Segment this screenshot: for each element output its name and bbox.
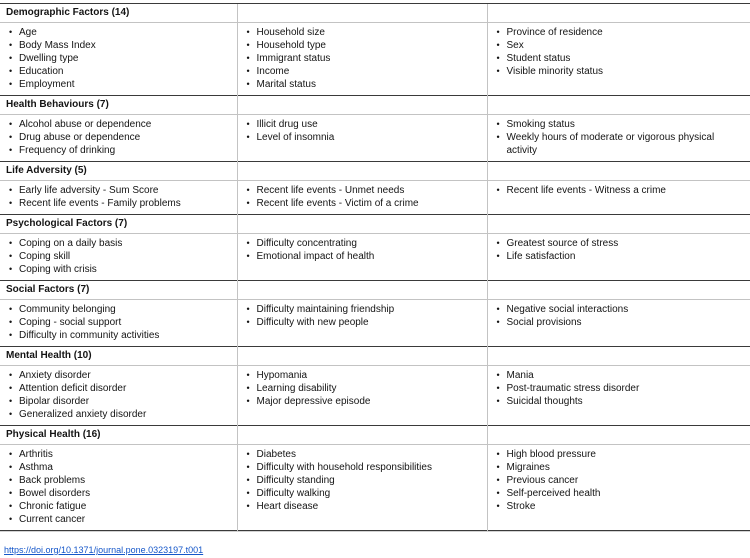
bullet-icon: • [9,251,13,261]
factor-item-label: Emotional impact of health [256,251,375,262]
bullet-icon: • [496,462,500,472]
section-header-row [0,4,750,23]
factor-item [244,474,481,487]
factor-list-cell [487,115,750,162]
factor-item [494,131,745,157]
factor-list-cell [237,300,487,347]
section-header-row [0,347,750,366]
section-header-empty-cell [487,347,750,366]
bullet-icon: • [246,66,250,76]
factor-item-label: Illicit drug use [256,119,318,130]
factor-item [494,369,745,382]
section-content-row [0,115,750,162]
factor-item [6,474,231,487]
bullet-icon: • [9,409,13,419]
factor-item-label: Difficulty with household responsibilities [256,462,432,473]
factor-list-cell [237,115,487,162]
factor-item [244,487,481,500]
section-header-row [0,96,750,115]
factor-item-label: Coping - social support [19,317,122,328]
factor-item [494,500,745,513]
bullet-icon: • [246,501,250,511]
factor-item [6,118,231,131]
bullet-icon: • [496,475,500,485]
bullet-icon: • [246,383,250,393]
factor-item-label: Frequency of drinking [19,145,116,156]
factor-item-label: Education [19,66,64,77]
factor-list-cell [0,23,237,96]
factor-item-label: Diabetes [256,449,296,460]
factors-table-body [0,4,750,531]
factor-item-label: Difficulty concentrating [256,238,357,249]
factor-list-cell [0,234,237,281]
factor-item-label: Immigrant status [256,53,331,64]
bullet-icon: • [9,330,13,340]
factor-item-label: Recent life events - Victim of a crime [256,198,419,209]
factor-item-label: Asthma [19,462,53,473]
factor-item-label: Difficulty with new people [256,317,369,328]
factor-item-label: Chronic fatigue [19,501,87,512]
factor-item [244,316,481,329]
factor-item [244,395,481,408]
factor-item-label: Learning disability [256,383,337,394]
factor-item [244,52,481,65]
factor-item-label: Recent life events - Family problems [19,198,181,209]
section-header-empty-cell [237,426,487,445]
factor-item-label: Social provisions [506,317,582,328]
bullet-icon: • [246,251,250,261]
factor-item [494,448,745,461]
factor-item-label: Negative social interactions [506,304,629,315]
factor-item [6,448,231,461]
bullet-icon: • [496,66,500,76]
section-header-row [0,426,750,445]
bullet-icon: • [496,501,500,511]
factor-item-label: Stroke [506,501,536,512]
section-title: Mental Health (10) [6,350,92,361]
factor-item [244,184,481,197]
factor-list-cell [0,181,237,215]
section-header-empty-cell [237,215,487,234]
bullet-icon: • [9,501,13,511]
bullet-icon: • [496,317,500,327]
factor-item-label: Generalized anxiety disorder [19,409,147,420]
factor-item-label: Life satisfaction [506,251,576,262]
factor-item [244,448,481,461]
bullet-icon: • [9,119,13,129]
factor-item-label: Migraines [506,462,550,473]
section-content-row [0,445,750,531]
bullet-icon: • [9,27,13,37]
factor-item [494,184,745,197]
bullet-icon: • [9,396,13,406]
bullet-icon: • [496,132,500,142]
factor-item-label: Age [19,27,37,38]
factor-item [244,237,481,250]
factor-item-label: Visible minority status [506,66,604,77]
factor-item-label: Difficulty walking [256,488,331,499]
factor-item [6,78,231,91]
section-title: Physical Health (16) [6,429,101,440]
section-header-empty-cell [237,96,487,115]
factor-item [494,487,745,500]
bullet-icon: • [9,462,13,472]
bullet-icon: • [496,40,500,50]
factor-item-label: Recent life events - Unmet needs [256,185,405,196]
factor-list-cell [487,181,750,215]
factor-item [244,26,481,39]
factor-item-label: Employment [19,79,75,90]
factor-list-cell [237,445,487,531]
factor-item-label: Weekly hours of moderate or vigorous physical activity [506,132,715,156]
factor-list-cell [0,300,237,347]
factor-list-cell [0,115,237,162]
factor-item [494,382,745,395]
factor-item [6,52,231,65]
factor-item [6,408,231,421]
factor-item [6,329,231,342]
bullet-icon: • [496,185,500,195]
bullet-icon: • [9,53,13,63]
bullet-icon: • [9,449,13,459]
factor-item [6,487,231,500]
section-header-row [0,281,750,300]
factors-table [0,3,750,531]
section-title: Demographic Factors (14) [6,7,130,18]
bullet-icon: • [496,383,500,393]
section-content-row [0,366,750,426]
factor-item-label: Level of insomnia [256,132,335,143]
factor-item [6,39,231,52]
section-header-empty-cell [237,4,487,23]
doi-link[interactable]: https://doi.org/10.1371/journal.pone.0323197.t001 [4,545,204,555]
bullet-icon: • [246,317,250,327]
factor-list-cell [237,234,487,281]
bullet-icon: • [9,304,13,314]
factor-item-label: Bipolar disorder [19,396,90,407]
factor-item [6,263,231,276]
table-footer [0,531,750,558]
bullet-icon: • [246,238,250,248]
section-header-empty-cell [237,162,487,181]
factor-list-cell [237,366,487,426]
factor-item [6,513,231,526]
factor-item-label: Bowel disorders [19,488,91,499]
bullet-icon: • [246,185,250,195]
section-header-empty-cell [487,281,750,300]
bullet-icon: • [246,40,250,50]
factor-item [6,500,231,513]
factor-item [244,118,481,131]
bullet-icon: • [496,53,500,63]
bullet-icon: • [9,185,13,195]
section-title: Life Adversity (5) [6,165,87,176]
section-header-empty-cell [237,281,487,300]
factor-item-label: Attention deficit disorder [19,383,127,394]
factor-item [244,131,481,144]
factor-item-label: Back problems [19,475,86,486]
factor-item [6,237,231,250]
section-header-empty-cell [487,426,750,445]
section-header-empty-cell [487,4,750,23]
factor-list-cell [487,234,750,281]
factor-item-label: Smoking status [506,119,575,130]
bullet-icon: • [496,370,500,380]
section-content-row [0,300,750,347]
factor-list-cell [487,23,750,96]
bullet-icon: • [246,53,250,63]
bullet-icon: • [496,251,500,261]
factor-item-label: Suicidal thoughts [506,396,583,407]
factor-item [244,369,481,382]
factor-item [244,250,481,263]
factor-item [494,118,745,131]
factor-item-label: Early life adversity - Sum Score [19,185,159,196]
factor-item [6,131,231,144]
bullet-icon: • [246,370,250,380]
factor-item [244,65,481,78]
factor-item-label: Student status [506,53,571,64]
bullet-icon: • [496,304,500,314]
factor-item-label: Sex [506,40,524,51]
factor-item [494,39,745,52]
bullet-icon: • [496,27,500,37]
section-header-row [0,162,750,181]
section-header-row [0,215,750,234]
factor-item-label: Marital status [256,79,316,90]
factor-item-label: High blood pressure [506,449,596,460]
factor-item [6,184,231,197]
factor-item [6,303,231,316]
bullet-icon: • [9,264,13,274]
factor-item-label: Previous cancer [506,475,579,486]
bullet-icon: • [9,488,13,498]
bullet-icon: • [246,132,250,142]
factor-item [244,461,481,474]
factor-item-label: Body Mass Index [19,40,96,51]
factor-item-label: Post-traumatic stress disorder [506,383,640,394]
factor-item [6,395,231,408]
factor-list-cell [237,23,487,96]
factor-item [494,474,745,487]
bottom-rule [0,531,750,532]
factor-item [494,237,745,250]
factor-item-label: Arthritis [19,449,53,460]
factor-list-cell [0,366,237,426]
bullet-icon: • [496,119,500,129]
bullet-icon: • [9,370,13,380]
section-title: Health Behaviours (7) [6,99,109,110]
bullet-icon: • [246,79,250,89]
bullet-icon: • [246,304,250,314]
factor-item [244,78,481,91]
factor-item [494,65,745,78]
factor-item-label: Coping with crisis [19,264,97,275]
factor-item [494,52,745,65]
section-title: Social Factors (7) [6,284,90,295]
factor-list-cell [487,366,750,426]
bullet-icon: • [9,317,13,327]
section-header-empty-cell [487,215,750,234]
factor-item-label: Coping on a daily basis [19,238,123,249]
bullet-icon: • [9,40,13,50]
section-content-row [0,181,750,215]
factor-item [6,461,231,474]
factor-list-cell [487,300,750,347]
bullet-icon: • [9,132,13,142]
bullet-icon: • [246,198,250,208]
factor-item-label: Household size [256,27,325,38]
factor-item-label: Province of residence [506,27,603,38]
factor-item [494,250,745,263]
factor-item [494,461,745,474]
factor-item [244,382,481,395]
factor-item-label: Current cancer [19,514,86,525]
bullet-icon: • [246,449,250,459]
section-header-empty-cell [487,96,750,115]
section-content-row [0,23,750,96]
factor-item [6,197,231,210]
bullet-icon: • [246,27,250,37]
bullet-icon: • [246,462,250,472]
bullet-icon: • [496,449,500,459]
bullet-icon: • [496,238,500,248]
factor-item [6,26,231,39]
section-header-empty-cell [487,162,750,181]
factor-item [6,369,231,382]
bullet-icon: • [9,79,13,89]
factor-item [494,303,745,316]
factor-item-label: Drug abuse or dependence [19,132,141,143]
bullet-icon: • [9,383,13,393]
factor-item [6,250,231,263]
factor-list-cell [487,445,750,531]
bullet-icon: • [9,198,13,208]
factor-item-label: Income [256,66,290,77]
section-content-row [0,234,750,281]
section-title: Psychological Factors (7) [6,218,128,229]
factor-item-label: Recent life events - Witness a crime [506,185,666,196]
bullet-icon: • [9,238,13,248]
factor-item-label: Heart disease [256,501,319,512]
bullet-icon: • [9,514,13,524]
factor-item-label: Household type [256,40,326,51]
factor-item [494,26,745,39]
factor-item [494,395,745,408]
bullet-icon: • [496,396,500,406]
factor-item-label: Anxiety disorder [19,370,91,381]
factor-item [494,316,745,329]
factor-item-label: Hypomania [256,370,308,381]
bullet-icon: • [246,119,250,129]
factor-item [244,500,481,513]
factor-item-label: Greatest source of stress [506,238,619,249]
factor-list-cell [237,181,487,215]
bullet-icon: • [246,396,250,406]
factor-item [6,316,231,329]
factor-item-label: Difficulty maintaining friendship [256,304,395,315]
factor-item [6,382,231,395]
bullet-icon: • [246,475,250,485]
bullet-icon: • [9,66,13,76]
factor-list-cell [0,445,237,531]
factor-item-label: Alcohol abuse or dependence [19,119,152,130]
factor-item [6,65,231,78]
bullet-icon: • [9,475,13,485]
bullet-icon: • [246,488,250,498]
factor-item-label: Self-perceived health [506,488,601,499]
factor-item-label: Community belonging [19,304,116,315]
bullet-icon: • [9,145,13,155]
factor-item-label: Difficulty standing [256,475,335,486]
factor-item-label: Major depressive episode [256,396,371,407]
section-header-empty-cell [237,347,487,366]
factor-item-label: Mania [506,370,534,381]
factor-item-label: Coping skill [19,251,71,262]
factor-item-label: Difficulty in community activities [19,330,160,341]
factor-item-label: Dwelling type [19,53,79,64]
factor-item [244,39,481,52]
bullet-icon: • [496,488,500,498]
factor-item [244,303,481,316]
factor-item [244,197,481,210]
factor-item [6,144,231,157]
